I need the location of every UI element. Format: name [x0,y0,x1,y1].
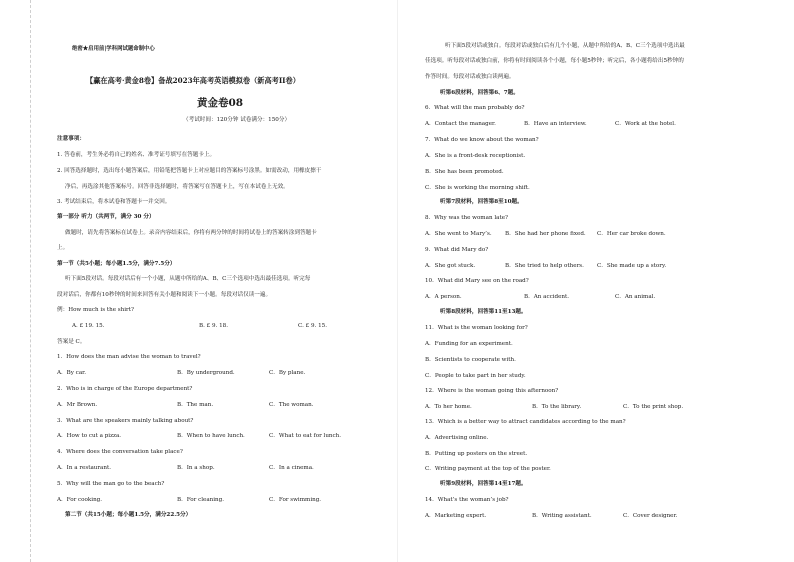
q4-option-a: A．In a restaurant. [57,465,112,471]
section2-heading: 第二节（共15小题；每小题1.5分，满分22.5分） [65,512,192,518]
question-5: 5．Why will the man go to the beach? [57,481,165,487]
q2-option-c: C．The woman. [269,402,314,408]
q6-option-b: B．Have an interview. [524,121,587,127]
watermark-header: 绝密★启用前|学科网试题命制中心 [72,46,155,52]
q3-option-b: B．When to have lunch. [177,433,245,439]
q7-option-c: C．She is working the morning shift. [425,185,530,191]
page-divider [397,0,398,562]
q5-option-a: A．For cooking. [57,497,103,503]
q13-option-b: B．Putting up posters on the street. [425,451,528,457]
example-option-b: B. £ 9. 18. [199,323,229,329]
section2-instruction-end: 作答时间。每段对话或独白读两遍。 [425,74,515,80]
q13-option-a: A．Advertising online. [425,435,489,441]
section1-instruction-cont: 段对话后，你都有10秒钟的时间来回答有关小题和阅读下一小题。每段对话仅读一遍。 [57,292,272,298]
part1-instruction: 做题时，请先将答案标在试卷上。录音内容结束后，你将有两分钟的时间将试卷上的答案转涂到答题卡 [65,230,317,236]
group-heading-6: 听第6段材料，回答第6、7题。 [440,90,519,96]
section2-instruction-cont: 佳选项。听每段对话或独白前，你将有时间阅读各个小题，每小题5秒钟；听完后，各小题将给出5秒钟的 [425,58,684,64]
q10-option-b: B．An accident. [524,294,570,300]
q4-option-b: B．In a shop. [177,465,215,471]
section1-instruction: 听下面5段对话。每段对话后有一个小题，从题中所给的A、B、C三个选项中选出最佳选项。听完每 [65,276,311,282]
question-6: 6．What will the man probably do? [425,105,525,111]
q14-option-c: C．Cover designer. [623,513,678,519]
section2-instruction: 听下面5段对话或独白。每段对话或独白后有几个小题，从题中所给的A、B、C三个选项中选出最 [445,43,685,49]
q2-option-b: B．The man. [177,402,214,408]
q1-option-c: C．By plane. [269,370,306,376]
exam-info: （考试时间：120分钟 试卷满分：150分） [183,117,291,123]
example-option-a: A. £ 19. 15. [72,323,105,329]
q8-option-c: C．Her car broke down. [597,231,666,237]
q11-option-c: C．People to take part in her study. [425,373,526,379]
q6-option-c: C．Work at the hotel. [615,121,676,127]
q9-option-b: B．She tried to help others. [505,263,584,269]
question-1: 1．How does the man advise the woman to travel? [57,354,201,360]
q10-option-a: A．A person. [425,294,462,300]
part1-heading: 第一部分 听力（共两节，满分 30 分） [57,214,155,220]
paper-subtitle: 黄金卷08 [197,97,244,109]
question-10: 10．What did Mary see on the road? [425,278,529,284]
q11-option-a: A．Funding for an experiment. [425,341,513,347]
group-heading-8: 听第8段材料，回答第11至13题。 [440,309,527,315]
question-8: 8．Why was the woman late? [425,215,509,221]
question-7: 7．What do we know about the woman? [425,137,539,143]
note-3: 3. 考试结束后，将本试卷和答题卡一并交回。 [57,199,171,205]
question-11: 11．What is the woman looking for? [425,325,528,331]
section1-heading: 第一节（共5小题；每小题1.5分，满分7.5分） [57,261,176,267]
q8-option-b: B．She had her phone fixed. [505,231,586,237]
notes-heading: 注意事项： [57,136,85,142]
group-heading-9: 听第9段材料，回答第14至17题。 [440,481,527,487]
q9-option-a: A．She got stuck. [425,263,476,269]
q10-option-c: C．An animal. [615,294,656,300]
q13-option-c: C．Writing payment at the top of the poster. [425,466,551,472]
q3-option-c: C．What to eat for lunch. [269,433,342,439]
note-2: 2. 回答选择题时，选出每小题答案后，用铅笔把答题卡上对应题目的答案标号涂黑。如需改动，用橡皮擦干 [57,168,322,174]
question-3: 3．What are the speakers mainly talking about? [57,418,194,424]
note-2-cont: 净后，再选涂其他答案标号。回答非选择题时，将答案写在答题卡上，写在本试卷上无效。 [65,184,289,190]
q12-option-b: B．To the library. [532,404,582,410]
exam-title: 【赢在高考·黄金8卷】备战2023年高考英语模拟卷（新高考II卷） [86,76,300,85]
q14-option-b: B．Writing assistant. [532,513,592,519]
question-14: 14．What’s the woman’s job? [425,497,509,503]
q8-option-a: A．She went to Mary’s. [425,231,492,237]
question-2: 2．Who is in charge of the Europe department? [57,386,193,392]
q5-option-b: B．For cleaning. [177,497,225,503]
q14-option-a: A．Marketing expert. [425,513,487,519]
question-12: 12．Where is the woman going this afternoon? [425,388,559,394]
q12-option-c: C．To the print shop. [623,404,684,410]
q9-option-c: C．She made up a story. [597,263,667,269]
q12-option-a: A．To her home. [425,404,472,410]
note-1: 1. 答卷前，考生务必将自己的姓名、准考证号填写在答题卡上。 [57,152,216,158]
question-9: 9．What did Mary do? [425,247,489,253]
question-4: 4．Where does the conversation take place? [57,449,183,455]
q7-option-a: A．She is a front-desk receptionist. [425,153,526,159]
question-13: 13．Which is a better way to attract candidates according to the man? [425,419,626,425]
example-answer: 答案是 C。 [57,339,86,345]
q3-option-a: A．How to cut a pizza. [57,433,122,439]
q5-option-c: C．For swimming. [269,497,322,503]
group-heading-7: 听第7段材料，回答第8至10题。 [440,199,523,205]
example-question: 例：How much is the shirt? [57,307,134,313]
q1-option-a: A．By car. [57,370,86,376]
example-option-c: C. £ 9. 15. [298,323,327,329]
q4-option-c: C．In a cinema. [269,465,314,471]
q6-option-a: A．Contact the manager. [425,121,496,127]
q1-option-b: B．By underground. [177,370,235,376]
q11-option-b: B．Scientists to cooperate with. [425,357,516,363]
q2-option-a: A．Mr Brown. [57,402,98,408]
binding-margin-line [30,0,31,562]
q7-option-b: B．She has been promoted. [425,169,504,175]
part1-instruction-cont: 上。 [57,245,69,251]
